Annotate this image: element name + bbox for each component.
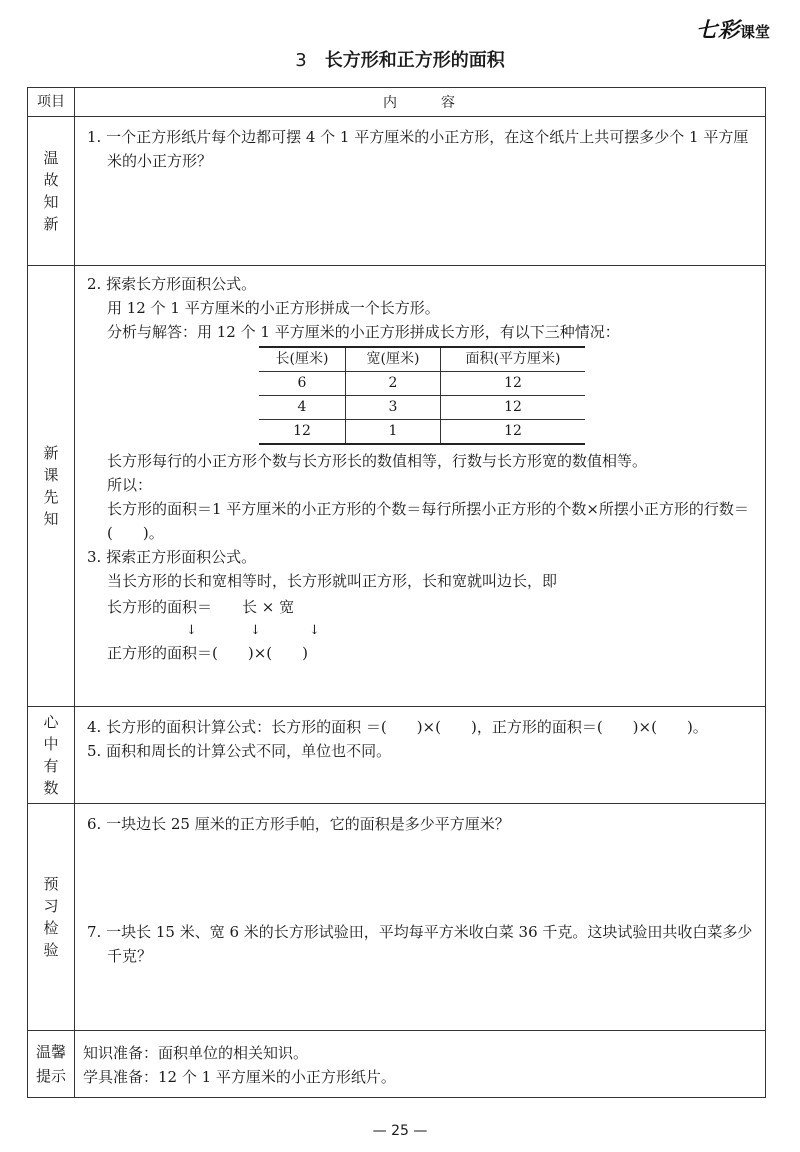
arrow-down-icon: ↓ — [186, 623, 197, 638]
table-header-row — [28, 88, 766, 117]
formula-arrows — [87, 619, 755, 641]
worksheet-table — [27, 87, 766, 1098]
header-item: 项目 — [28, 88, 75, 117]
table-cell: 12 — [441, 396, 586, 420]
section-new-lesson — [28, 266, 766, 707]
question-4: 4. 长方形的面积计算公式：长方形的面积 ＝( )×( )，正方形的面积＝( )×( )。 — [87, 718, 708, 736]
question-3-line1: 当长方形的长和宽相等时，长方形就叫正方形，长和宽就叫边长，即 — [107, 572, 558, 590]
page-number: — 25 — — [372, 1123, 428, 1139]
inner-col-length: 长(厘米) — [259, 347, 346, 372]
section-content-tips — [75, 1031, 766, 1098]
question-2-line1: 用 12 个 1 平方厘米的小正方形拼成一个长方形。 — [107, 299, 440, 317]
tips-line-2: 学具准备：12 个 1 平方厘米的小正方形纸片。 — [83, 1068, 396, 1086]
table-cell: 2 — [346, 372, 441, 396]
table-row — [259, 396, 585, 420]
section-review — [28, 117, 766, 266]
rect-area-formula: 长 × 宽 — [242, 598, 295, 616]
question-2-line3: 长方形每行的小正方形个数与长方形长的数值相等，行数与长方形宽的数值相等。 — [107, 452, 648, 470]
question-6: 6. 一块边长 25 厘米的正方形手帕，它的面积是多少平方厘米？ — [87, 815, 510, 833]
section-label-preview: 预习检验 — [28, 804, 75, 1031]
question-2-line5: 长方形的面积＝1 平方厘米的小正方形的个数＝每行所摆小正方形的个数×所摆小正方形的行数＝( )。 — [107, 500, 749, 542]
inner-col-area: 面积(平方厘米) — [441, 347, 586, 372]
table-cell: 12 — [441, 420, 586, 445]
square-area-formula: 正方形的面积＝( )×( ) — [107, 644, 308, 662]
table-row — [259, 420, 585, 445]
inner-table-header — [259, 347, 585, 372]
tips-line-1: 知识准备：面积单位的相关知识。 — [83, 1044, 309, 1062]
section-content-review — [75, 117, 766, 266]
rectangle-data-table — [259, 346, 585, 445]
question-1: 1. 一个正方形纸片每个边都可摆 4 个 1 平方厘米的小正方形，在这个纸片上共可摆多少个 1 平方厘米的小正方形？ — [87, 128, 749, 170]
section-tips — [28, 1031, 766, 1098]
header-content: 内 容 — [75, 88, 766, 117]
arrow-down-icon: ↓ — [309, 623, 320, 638]
brand-logo-main: 七彩 — [695, 18, 740, 42]
section-content-new-lesson — [75, 266, 766, 707]
question-2-line4: 所以： — [107, 476, 153, 494]
brand-logo — [696, 14, 770, 44]
title-number: 3 — [295, 50, 307, 71]
table-row — [259, 372, 585, 396]
section-content-summary — [75, 707, 766, 804]
brand-logo-sub: 课堂 — [739, 23, 770, 41]
arrow-down-icon: ↓ — [250, 623, 261, 638]
question-7: 7. 一块长 15 米、宽 6 米的长方形试验田，平均每平方米收白菜 36 千克。这块试验田共收白菜多少千克？ — [87, 923, 753, 965]
section-label-tips: 温馨提示 — [28, 1031, 75, 1098]
page-title — [0, 46, 800, 72]
question-2-title: 2. 探索长方形面积公式。 — [87, 275, 257, 293]
section-label-new-lesson: 新课先知 — [28, 266, 75, 707]
table-cell: 4 — [259, 396, 346, 420]
title-text: 长方形和正方形的面积 — [324, 50, 505, 71]
question-2-line2: 分析与解答：用 12 个 1 平方厘米的小正方形拼成长方形，有以下三种情况： — [107, 323, 620, 341]
section-label-summary: 心中有数 — [28, 707, 75, 804]
rectangle-area-formula — [87, 595, 755, 619]
rect-area-label: 长方形的面积＝ — [107, 598, 213, 616]
table-cell: 3 — [346, 396, 441, 420]
question-5: 5. 面积和周长的计算公式不同，单位也不同。 — [87, 742, 392, 760]
table-cell: 6 — [259, 372, 346, 396]
inner-col-width: 宽(厘米) — [346, 347, 441, 372]
question-3-title: 3. 探索正方形面积公式。 — [87, 548, 257, 566]
table-cell: 1 — [346, 420, 441, 445]
section-content-preview — [75, 804, 766, 1031]
table-cell: 12 — [441, 372, 586, 396]
section-preview — [28, 804, 766, 1031]
section-summary — [28, 707, 766, 804]
table-cell: 12 — [259, 420, 346, 445]
section-label-review: 温故知新 — [28, 117, 75, 266]
